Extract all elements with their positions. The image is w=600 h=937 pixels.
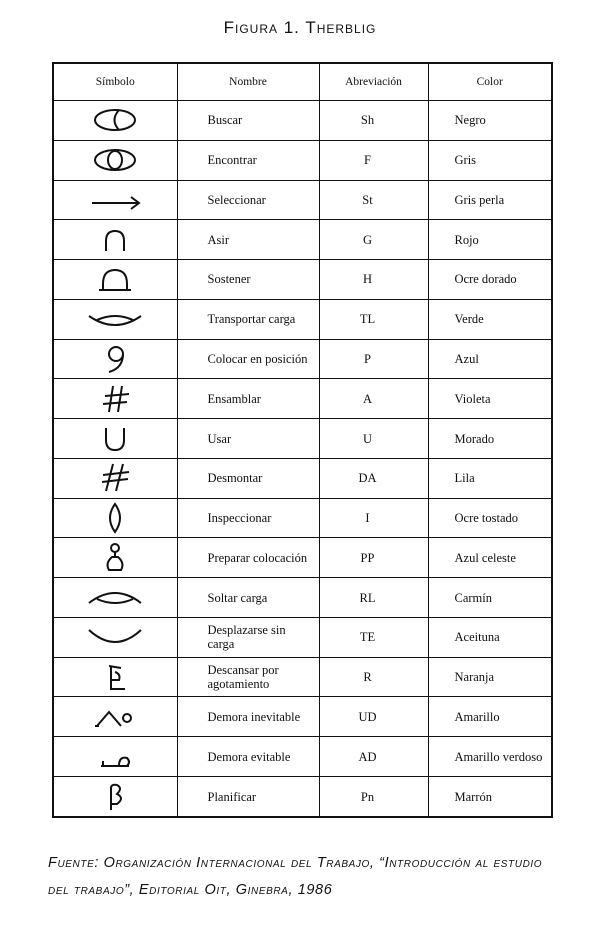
abbreviation-cell: P bbox=[319, 339, 428, 379]
abbreviation-cell: UD bbox=[319, 697, 428, 737]
planificar-head-icon bbox=[75, 780, 155, 814]
header-abreviacion: Abreviación bbox=[319, 63, 428, 101]
symbol-cell bbox=[53, 498, 177, 538]
symbol-cell bbox=[53, 101, 177, 141]
symbol-cell bbox=[53, 657, 177, 697]
name-cell: Sostener bbox=[177, 260, 319, 300]
color-cell: Morado bbox=[428, 419, 552, 459]
table-row bbox=[53, 737, 552, 777]
source-note: Fuente: Organización Internacional del Trabajo, “Introducción al estudio del trabajo”, Editorial Oit, Ginebra, 1986 bbox=[48, 855, 543, 898]
abbreviation-cell: TE bbox=[319, 617, 428, 657]
color-cell: Amarillo verdoso bbox=[428, 737, 552, 777]
name-cell: Planificar bbox=[177, 777, 319, 817]
abbreviation-cell: I bbox=[319, 498, 428, 538]
color-cell: Gris bbox=[428, 140, 552, 180]
symbol-cell bbox=[53, 737, 177, 777]
symbol-cell bbox=[53, 220, 177, 260]
color-cell: Marrón bbox=[428, 777, 552, 817]
color-cell: Azul bbox=[428, 339, 552, 379]
table-row bbox=[53, 419, 552, 459]
abbreviation-cell: DA bbox=[319, 458, 428, 498]
descansar-seated-icon bbox=[75, 660, 155, 694]
symbol-cell bbox=[53, 379, 177, 419]
color-cell: Naranja bbox=[428, 657, 552, 697]
header-simbolo: Símbolo bbox=[53, 63, 177, 101]
abbreviation-cell: G bbox=[319, 220, 428, 260]
name-cell: Demora evitable bbox=[177, 737, 319, 777]
demora-evitable-lying-icon bbox=[75, 740, 155, 774]
abbreviation-cell: Sh bbox=[319, 101, 428, 141]
demora-inevitable-fallen-icon bbox=[75, 700, 155, 734]
ensamblar-hash-icon bbox=[75, 382, 155, 416]
table-row bbox=[53, 697, 552, 737]
abbreviation-cell: TL bbox=[319, 299, 428, 339]
table-row bbox=[53, 140, 552, 180]
desmontar-hash-broken-icon bbox=[75, 461, 155, 495]
name-cell: Encontrar bbox=[177, 140, 319, 180]
color-cell: Negro bbox=[428, 101, 552, 141]
table-row bbox=[53, 777, 552, 817]
color-cell: Ocre dorado bbox=[428, 260, 552, 300]
color-cell: Ocre tostado bbox=[428, 498, 552, 538]
inspeccionar-lens-icon bbox=[75, 501, 155, 535]
asir-arch-icon bbox=[75, 223, 155, 257]
soltar-carga-inverted-cup-icon bbox=[75, 581, 155, 615]
name-cell: Asir bbox=[177, 220, 319, 260]
abbreviation-cell: PP bbox=[319, 538, 428, 578]
buscar-eye-open-icon bbox=[75, 103, 155, 137]
table-row bbox=[53, 260, 552, 300]
table-row bbox=[53, 180, 552, 220]
table-header-row bbox=[53, 63, 552, 101]
table-row bbox=[53, 498, 552, 538]
table-row bbox=[53, 458, 552, 498]
color-cell: Aceituna bbox=[428, 617, 552, 657]
name-cell: Seleccionar bbox=[177, 180, 319, 220]
name-cell: Demora inevitable bbox=[177, 697, 319, 737]
color-cell: Lila bbox=[428, 458, 552, 498]
encontrar-eye-pupil-icon bbox=[75, 143, 155, 177]
symbol-cell bbox=[53, 419, 177, 459]
table-row bbox=[53, 617, 552, 657]
name-cell: Desmontar bbox=[177, 458, 319, 498]
symbol-cell bbox=[53, 777, 177, 817]
symbol-cell bbox=[53, 458, 177, 498]
name-cell: Colocar en posición bbox=[177, 339, 319, 379]
color-cell: Verde bbox=[428, 299, 552, 339]
name-cell: Buscar bbox=[177, 101, 319, 141]
table-row bbox=[53, 299, 552, 339]
table-row bbox=[53, 657, 552, 697]
table-row bbox=[53, 339, 552, 379]
preparar-bowling-pin-icon bbox=[75, 541, 155, 575]
color-cell: Violeta bbox=[428, 379, 552, 419]
name-cell: Preparar colocación bbox=[177, 538, 319, 578]
color-cell: Rojo bbox=[428, 220, 552, 260]
abbreviation-cell: R bbox=[319, 657, 428, 697]
table-row bbox=[53, 578, 552, 618]
color-cell: Azul celeste bbox=[428, 538, 552, 578]
symbol-cell bbox=[53, 339, 177, 379]
name-cell: Inspeccionar bbox=[177, 498, 319, 538]
table-row bbox=[53, 101, 552, 141]
header-nombre: Nombre bbox=[177, 63, 319, 101]
name-cell: Desplazarse sin carga bbox=[177, 617, 319, 657]
symbol-cell bbox=[53, 697, 177, 737]
symbol-cell bbox=[53, 140, 177, 180]
symbol-cell bbox=[53, 299, 177, 339]
name-cell: Soltar carga bbox=[177, 578, 319, 618]
table-row bbox=[53, 379, 552, 419]
color-cell: Carmín bbox=[428, 578, 552, 618]
abbreviation-cell: H bbox=[319, 260, 428, 300]
table-row bbox=[53, 220, 552, 260]
name-cell: Ensamblar bbox=[177, 379, 319, 419]
abbreviation-cell: RL bbox=[319, 578, 428, 618]
symbol-cell bbox=[53, 180, 177, 220]
sostener-magnet-icon bbox=[75, 262, 155, 296]
abbreviation-cell: AD bbox=[319, 737, 428, 777]
name-cell: Transportar carga bbox=[177, 299, 319, 339]
seleccionar-arrow-icon bbox=[75, 183, 155, 217]
symbol-cell bbox=[53, 260, 177, 300]
abbreviation-cell: A bbox=[319, 379, 428, 419]
colocar-nine-icon bbox=[75, 342, 155, 376]
table-row bbox=[53, 538, 552, 578]
name-cell: Usar bbox=[177, 419, 319, 459]
symbol-cell bbox=[53, 538, 177, 578]
header-color: Color bbox=[428, 63, 552, 101]
symbol-cell bbox=[53, 578, 177, 618]
figure-title: Figura 1. Therblig bbox=[223, 18, 377, 37]
symbol-cell bbox=[53, 617, 177, 657]
abbreviation-cell: St bbox=[319, 180, 428, 220]
abbreviation-cell: U bbox=[319, 419, 428, 459]
transportar-carga-cup-icon bbox=[75, 302, 155, 336]
name-cell: Descansar por agotamiento bbox=[177, 657, 319, 697]
abbreviation-cell: Pn bbox=[319, 777, 428, 817]
therblig-table bbox=[52, 62, 553, 818]
usar-u-icon bbox=[75, 422, 155, 456]
color-cell: Gris perla bbox=[428, 180, 552, 220]
abbreviation-cell: F bbox=[319, 140, 428, 180]
color-cell: Amarillo bbox=[428, 697, 552, 737]
desplazarse-empty-hand-icon bbox=[75, 620, 155, 654]
